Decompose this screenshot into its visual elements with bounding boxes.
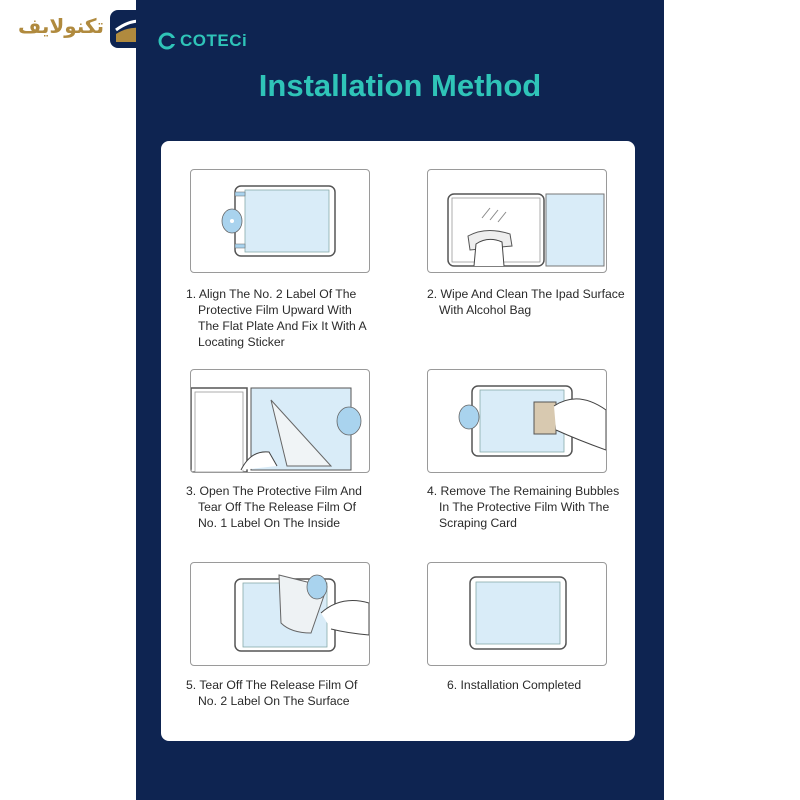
step-1-illustration	[190, 169, 370, 273]
step-5-illustration	[190, 562, 370, 666]
step-4-illustration	[427, 369, 607, 473]
step-3-illustration	[190, 369, 370, 473]
watermark-text: تکنولایف	[18, 14, 105, 38]
step-2-illustration	[427, 169, 607, 273]
brand-logo	[158, 30, 247, 52]
step-6-caption: 6. Installation Completed	[447, 678, 582, 692]
page-title: Installation Method	[258, 68, 542, 103]
step-6-illustration	[427, 562, 607, 666]
step-1-caption: 1. Align The No. 2 Label Of The Protective Film Upward With The Flat Plate And Fix It With A Locating Sticker	[186, 287, 367, 349]
step-2-caption: 2. Wipe And Clean The Ipad Surface With Alcohol Bag	[427, 287, 625, 317]
brand-name: COTECi	[180, 31, 248, 50]
step-5-caption: 5. Tear Off The Release Film Of No. 2 Label On The Surface	[186, 678, 358, 708]
brand-mark-icon	[158, 32, 176, 50]
step-3-caption: 3. Open The Protective Film And Tear Off The Release Film Of No. 1 Label On The Inside	[186, 484, 362, 530]
step-4-caption: 4. Remove The Remaining Bubbles In The Protective Film With The Scraping Card	[427, 484, 620, 530]
instructions-card	[161, 141, 635, 741]
